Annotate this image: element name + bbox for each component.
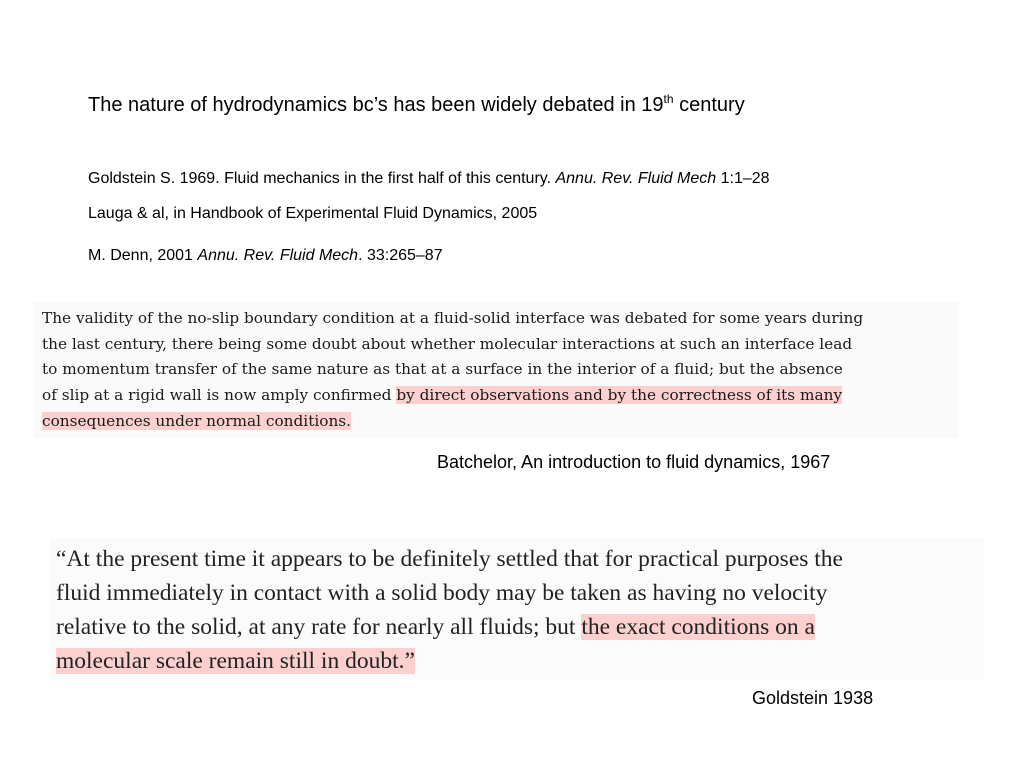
batchelor-quote: [34, 302, 958, 438]
goldstein-quote: [50, 538, 984, 680]
quote-line: [42, 409, 351, 435]
quote-line: [56, 644, 415, 679]
highlighted-text: by direct observations and by the correctness of its many: [396, 386, 843, 404]
quote-line: to momentum transfer of the same nature as that at a surface in the interior of a fluid; but the absence: [42, 360, 843, 378]
highlighted-text: molecular scale remain still in doubt.”: [56, 648, 415, 674]
quote-line: “At the present time it appears to be definitely settled that for practical purposes the: [56, 546, 843, 572]
reference-goldstein-1969: Goldstein S. 1969. Fluid mechanics in the first half of this century. Annu. Rev. Fluid Mech 1:1–28: [88, 170, 770, 187]
batchelor-caption: Batchelor, An introduction to fluid dynamics, 1967: [437, 452, 831, 472]
title-superscript: th: [663, 92, 674, 106]
quote-line: The validity of the no-slip boundary condition at a fluid-solid interface was debated for some years during: [42, 309, 864, 327]
quote-line: the last century, there being some doubt about whether molecular interactions at such an interface lead: [42, 335, 853, 353]
highlighted-text: the exact conditions on a: [581, 614, 815, 640]
highlighted-text: consequences under normal conditions.: [42, 412, 352, 430]
goldstein-caption: Goldstein 1938: [752, 688, 874, 708]
reference-lauga: Lauga & al, in Handbook of Experimental Fluid Dynamics, 2005: [88, 205, 538, 222]
slide-title: [88, 94, 745, 117]
quote-line: fluid immediately in contact with a solid body may be taken as having no velocity: [56, 580, 828, 606]
title-text: The nature of hydrodynamics bc’s has been widely debated in 19: [88, 94, 664, 116]
quote-line: of slip at a rigid wall is now amply confirmed by direct observations and by the correctness of its many: [42, 386, 843, 404]
reference-denn-2001: M. Denn, 2001 Annu. Rev. Fluid Mech. 33:265–87: [88, 247, 443, 264]
quote-line: relative to the solid, at any rate for nearly all fluids; but the exact conditions on a: [56, 614, 815, 640]
title-suffix: century: [673, 94, 745, 116]
